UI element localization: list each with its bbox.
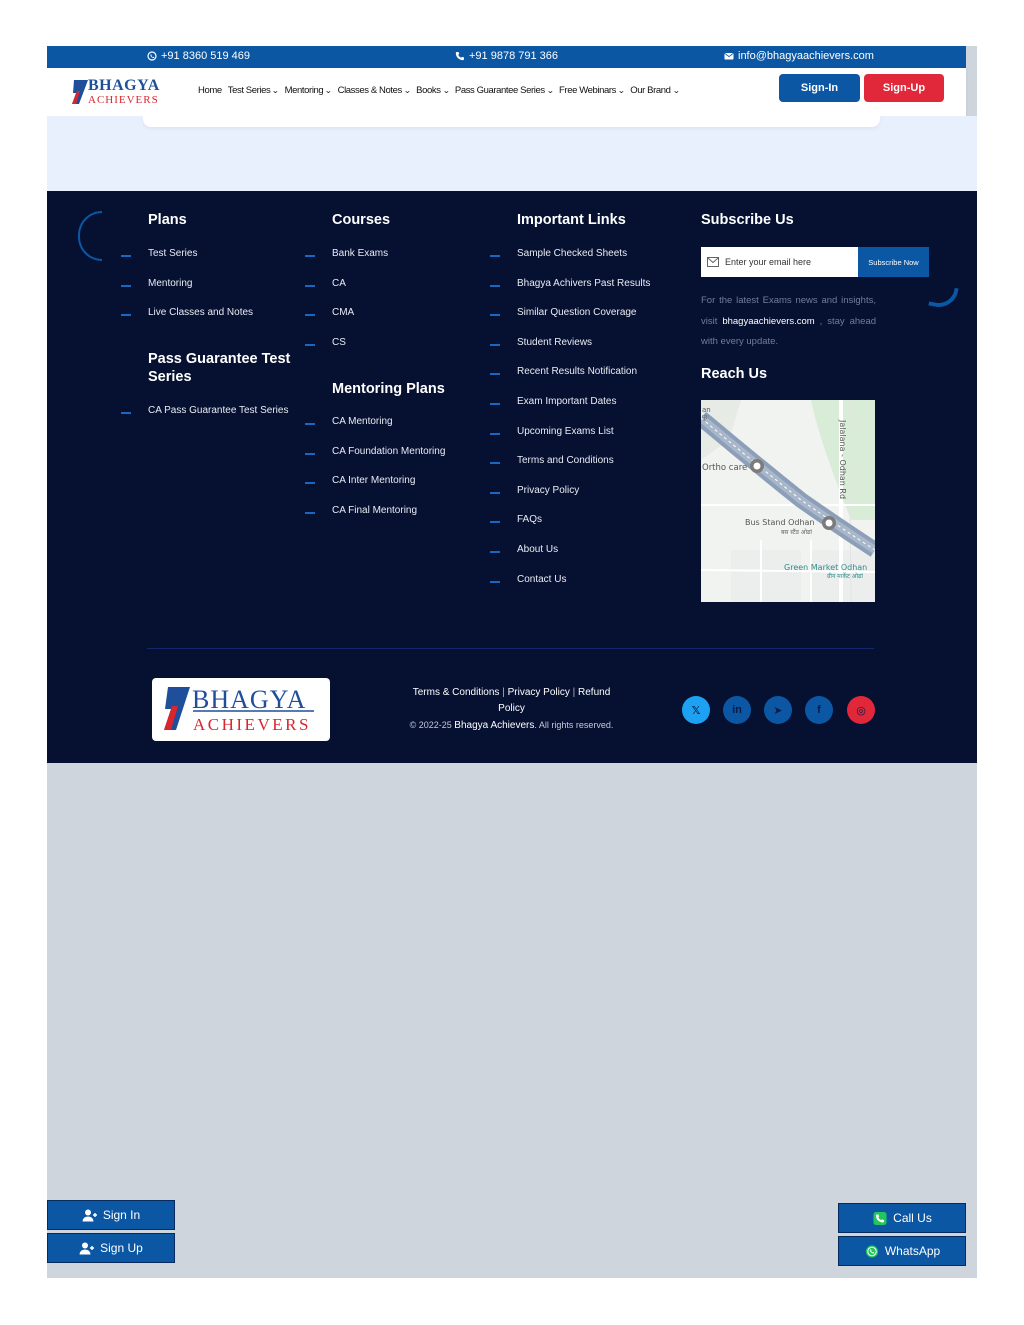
- chevron-down-icon: ⌄: [441, 86, 450, 95]
- footer-logo-achievers: ACHIEVERS: [193, 715, 311, 734]
- phone-2[interactable]: [455, 50, 558, 62]
- telegram-glyph: ➤: [773, 704, 783, 717]
- bullet-dash-icon: [490, 255, 500, 257]
- bullet-dash-icon: [490, 492, 500, 494]
- bullet-dash-icon: [305, 512, 315, 514]
- chevron-down-icon: ⌄: [271, 86, 280, 95]
- footer-link[interactable]: CA Pass Guarantee Test Series: [148, 405, 289, 416]
- bullet-dash-icon: [490, 344, 500, 346]
- x-glyph: 𝕏: [691, 704, 701, 717]
- contact-bar: [47, 46, 966, 68]
- bullet-dash-icon: [490, 373, 500, 375]
- chevron-down-icon: ⌄: [324, 86, 333, 95]
- subscribe-form: [701, 247, 929, 277]
- telegram-icon[interactable]: [764, 696, 792, 724]
- linkedin-icon[interactable]: [723, 696, 751, 724]
- user-plus-icon: [82, 1209, 98, 1222]
- floating-signup-label: Sign Up: [100, 1241, 143, 1255]
- email-link[interactable]: [724, 50, 874, 62]
- whatsapp-button[interactable]: [838, 1236, 966, 1266]
- x-icon[interactable]: [682, 696, 710, 724]
- copyright-suffix: . All rights reserved.: [534, 720, 614, 730]
- footer-logo-bhagya: BHAGYA: [192, 685, 307, 714]
- bullet-dash-icon: [305, 453, 315, 455]
- bullet-dash-icon: [490, 581, 500, 583]
- subscribe-placeholder: Enter your email here: [725, 257, 812, 267]
- subscribe-heading: Subscribe Us: [701, 212, 794, 228]
- signin-button[interactable]: Sign-In: [779, 74, 860, 102]
- nav-item-label: Classes & Notes: [337, 85, 402, 96]
- subscribe-button[interactable]: Subscribe Now: [858, 247, 929, 277]
- legal-separator: |: [502, 687, 505, 698]
- whatsapp-icon: [147, 51, 157, 61]
- bullet-dash-icon: [121, 412, 131, 414]
- bullet-dash-icon: [305, 255, 315, 257]
- logo-text-achievers: ACHIEVERS: [88, 94, 159, 106]
- copyright-brand: Bhagya Achievers: [454, 720, 535, 731]
- footer-link[interactable]: CA Mentoring: [332, 416, 393, 427]
- bullet-dash-icon: [305, 482, 315, 484]
- subscribe-text-after: , stay ahead with every update.: [701, 315, 877, 347]
- main-nav: [47, 68, 966, 116]
- footer-link[interactable]: Live Classes and Notes: [148, 307, 254, 319]
- subscribe-text-before: For the latest Exams news and insights, visit: [701, 295, 876, 327]
- legal-separator: |: [572, 687, 576, 698]
- mentoring-plans-heading: Mentoring Plans: [332, 381, 445, 397]
- bullet-dash-icon: [490, 521, 500, 523]
- nav-item-label: Pass Guarantee Series: [454, 85, 545, 96]
- footer-link[interactable]: CMA: [332, 307, 355, 319]
- nav-item-pass-guarantee-series[interactable]: [455, 85, 553, 96]
- subscribe-email-input[interactable]: [701, 247, 858, 277]
- important-links-heading: Important Links: [517, 212, 626, 228]
- nav-menu: [198, 85, 685, 96]
- brand-logo[interactable]: [71, 77, 166, 107]
- site-footer: [47, 191, 977, 763]
- bullet-dash-icon: [121, 314, 131, 316]
- bullet-dash-icon: [490, 403, 500, 405]
- bullet-dash-icon: [490, 314, 500, 316]
- nav-item-our-brand[interactable]: [630, 85, 679, 96]
- footer-link[interactable]: Mentoring: [148, 277, 193, 289]
- footer-link[interactable]: Privacy Policy: [517, 484, 580, 496]
- page-frame: [47, 46, 977, 1278]
- content-card: [143, 116, 880, 127]
- footer-divider: [147, 648, 874, 649]
- linkedin-glyph: in: [732, 704, 742, 716]
- reach-column: [701, 365, 767, 383]
- bullet-dash-icon: [121, 255, 131, 257]
- phone-1-text: +91 8360 519 469: [161, 50, 251, 62]
- map-label-ortho: Ortho care: [702, 463, 748, 473]
- footer-link[interactable]: Test Series: [148, 248, 198, 259]
- logo-text-bhagya: BHAGYA: [88, 77, 160, 94]
- floating-signin-label: Sign In: [102, 1208, 141, 1222]
- map-label-bus-stand-hi: बस स्टैंड ओढां: [781, 529, 812, 536]
- bullet-dash-icon: [305, 314, 315, 316]
- whatsapp-icon: [864, 1245, 880, 1258]
- chevron-down-icon: ⌄: [546, 86, 554, 95]
- footer-link[interactable]: CA: [332, 277, 346, 289]
- decorative-arc: [78, 211, 102, 261]
- footer-link[interactable]: Contact Us: [517, 573, 567, 585]
- copyright: [399, 717, 624, 734]
- bullet-dash-icon: [490, 462, 500, 464]
- footer-link[interactable]: Similar Question Coverage: [517, 307, 637, 319]
- bullet-dash-icon: [305, 344, 315, 346]
- footer-link[interactable]: CA Foundation Mentoring: [332, 445, 446, 457]
- decorative-curve: [928, 284, 958, 310]
- map-label-corner-2: पुर: [702, 415, 708, 421]
- whatsapp-label: WhatsApp: [884, 1244, 941, 1258]
- user-plus-icon: [79, 1242, 95, 1255]
- courses-heading: Courses: [332, 212, 391, 228]
- facebook-icon[interactable]: [805, 696, 833, 724]
- call-us-button[interactable]: [838, 1203, 966, 1233]
- mentoring-plans-column: [332, 380, 445, 398]
- subscribe-column: [701, 211, 794, 229]
- footer-link[interactable]: CS: [332, 336, 346, 348]
- bullet-dash-icon: [490, 285, 500, 287]
- map-label-corner-1: an: [702, 406, 711, 414]
- signup-button[interactable]: Sign-Up: [864, 74, 944, 102]
- floating-signup-button[interactable]: [47, 1233, 175, 1263]
- footer-logo-graphic: [152, 678, 330, 741]
- footer-logo[interactable]: [152, 678, 330, 741]
- instagram-icon[interactable]: [847, 696, 875, 724]
- nav-item-label: Test Series: [227, 85, 271, 96]
- bullet-dash-icon: [490, 433, 500, 435]
- phone-icon: [872, 1212, 888, 1225]
- bullet-dash-icon: [305, 423, 315, 425]
- nav-item-label: Books: [416, 85, 441, 96]
- location-map[interactable]: [701, 400, 875, 602]
- nav-item-test-series[interactable]: [228, 85, 279, 96]
- footer-link[interactable]: Sample Checked Sheets: [517, 248, 628, 259]
- map-graphic: [701, 400, 875, 602]
- nav-item-home[interactable]: [198, 85, 222, 96]
- facebook-glyph: f: [817, 704, 821, 716]
- footer-link[interactable]: CA Inter Mentoring: [332, 475, 416, 487]
- map-label-green-market: Green Market Odhan: [784, 563, 868, 572]
- bullet-dash-icon: [490, 551, 500, 553]
- site-link[interactable]: bhagyaachievers.com: [722, 315, 815, 327]
- footer-link[interactable]: FAQs: [517, 514, 543, 526]
- map-label-road: Jalalana - Odhan Rd: [838, 420, 847, 500]
- nav-item-label: Mentoring: [284, 85, 324, 96]
- courses-column: [332, 211, 390, 229]
- privacy-link[interactable]: Privacy Policy: [507, 687, 570, 698]
- phone-2-text: +91 9878 791 366: [469, 50, 559, 62]
- footer-link[interactable]: Student Reviews: [517, 336, 593, 348]
- email-text: info@bhagyaachievers.com: [738, 50, 874, 62]
- nav-item-label: Our Brand: [630, 85, 671, 96]
- phone-1[interactable]: [147, 50, 250, 62]
- legal-links: [399, 685, 624, 717]
- pass-guarantee-column: [148, 350, 308, 386]
- nav-item-free-webinars[interactable]: [559, 85, 624, 96]
- reach-heading: Reach Us: [701, 366, 768, 382]
- terms-link[interactable]: Terms & Conditions: [412, 687, 500, 698]
- plans-column: [148, 211, 187, 229]
- bullet-dash-icon: [305, 285, 315, 287]
- footer-link[interactable]: Upcoming Exams List: [517, 425, 614, 437]
- footer-link[interactable]: Bhagya Achivers Past Results: [517, 277, 651, 289]
- footer-link[interactable]: Exam Important Dates: [517, 396, 617, 407]
- phone-icon: [455, 51, 465, 61]
- content-band: [47, 116, 977, 191]
- footer-link[interactable]: CA Final Mentoring: [332, 504, 418, 516]
- copyright-prefix: © 2022-25: [409, 720, 452, 730]
- pass-guarantee-heading: Pass Guarantee Test Series: [148, 351, 291, 385]
- important-links-column: [517, 211, 626, 229]
- mail-icon: [707, 257, 719, 267]
- footer-legal: [399, 685, 624, 734]
- footer-link[interactable]: About Us: [517, 544, 559, 555]
- bullet-dash-icon: [121, 285, 131, 287]
- chevron-down-icon: ⌄: [617, 86, 625, 95]
- floating-signin-button[interactable]: [47, 1200, 175, 1230]
- subscribe-description: [701, 291, 876, 353]
- envelope-icon: [724, 51, 734, 61]
- call-us-label: Call Us: [893, 1211, 932, 1225]
- nav-item-classes-notes[interactable]: [338, 85, 411, 96]
- nav-item-label: Free Webinars: [559, 85, 616, 96]
- plans-heading: Plans: [148, 212, 187, 228]
- nav-item-books[interactable]: [416, 85, 449, 96]
- logo-mark-icon: [71, 79, 89, 105]
- instagram-glyph: ◎: [856, 704, 866, 717]
- chevron-down-icon: ⌄: [671, 86, 680, 95]
- chevron-down-icon: ⌄: [403, 86, 411, 95]
- footer-link[interactable]: Terms and Conditions: [517, 455, 614, 467]
- map-label-bus-stand: Bus Stand Odhan: [745, 518, 815, 527]
- map-label-green-market-hi: ग्रीन मार्केट ओढां: [827, 573, 863, 580]
- nav-item-mentoring[interactable]: [285, 85, 332, 96]
- footer-link[interactable]: Bank Exams: [332, 248, 389, 259]
- footer-link[interactable]: Recent Results Notification: [517, 366, 638, 378]
- refund-link[interactable]: Refund Policy: [498, 687, 611, 714]
- nav-item-label: Home: [198, 85, 222, 96]
